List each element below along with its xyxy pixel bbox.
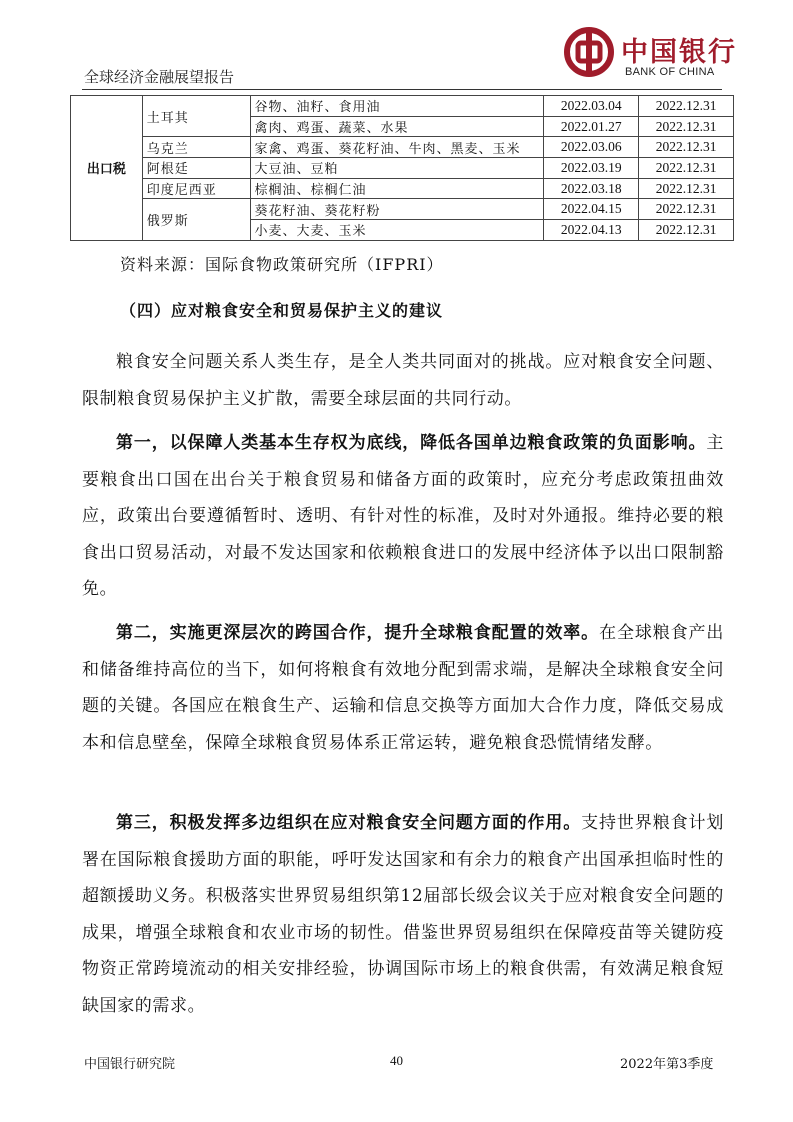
table-row (71, 96, 734, 117)
export-tax-table (70, 95, 734, 241)
paragraph-body: 主要粮食出口国在出台关于粮食贸易和储备方面的政策时，应充分考虑政策扭曲效应，政策出台要遵循暂时、透明、有针对性的标准，及时对外通报。维持必要的粮食出口贸易活动，对最不发达国家和依赖粮食进口的发展中经济体予以出口限制豁免。 (82, 433, 724, 599)
table-cell-end-date: 2022.12.31 (639, 158, 734, 179)
table-cell-goods: 谷物、油籽、食用油 (250, 96, 544, 117)
table-cell-country: 土耳其 (142, 96, 250, 137)
paragraph-first-recommendation (82, 425, 724, 608)
paragraph-intro: 粮食安全问题关系人类生存，是全人类共同面对的挑战。应对粮食安全问题、限制粮食贸易保护主义扩散，需要全球层面的共同行动。 (82, 352, 724, 409)
footer-publisher: 中国银行研究院 (84, 1057, 176, 1072)
page-number: 40 (390, 1053, 403, 1068)
table-row (71, 199, 734, 220)
table-cell-goods: 大豆油、豆粕 (250, 158, 544, 179)
paragraph-lead-bold: 第三，积极发挥多边组织在应对粮食安全问题方面的作用。 (116, 813, 582, 833)
table-cell-end-date: 2022.12.31 (639, 116, 734, 137)
table-row (71, 137, 734, 158)
table-cell-goods: 小麦、大麦、玉米 (250, 220, 544, 241)
paragraph-body: 在全球粮食产出和储备维持高位的当下，如何将粮食有效地分配到需求端，是解决全球粮食安全问题的关键。各国应在粮食生产、运输和信息交换等方面加大合作力度，降低交易成本和信息壁垒，保障全球粮食贸易体系正常运转，避免粮食恐慌情绪发酵。 (82, 623, 725, 753)
table-cell-end-date: 2022.12.31 (639, 178, 734, 199)
table-cell-end-date: 2022.12.31 (639, 96, 734, 117)
paragraph-lead-bold: 第二，实施更深层次的跨国合作，提升全球粮食配置的效率。 (116, 623, 600, 643)
table-cell-country: 阿根廷 (142, 158, 250, 179)
table-row (71, 178, 734, 199)
table-cell-goods: 禽肉、鸡蛋、蔬菜、水果 (250, 116, 544, 137)
table-cell-country: 印度尼西亚 (142, 178, 250, 199)
logo-chinese-name: 中国银行 (621, 37, 737, 68)
table-cell-end-date: 2022.12.31 (639, 199, 734, 220)
table-cell-start-date: 2022.03.18 (544, 178, 639, 199)
paragraph-lead-bold: 第一，以保障人类基本生存权为底线，降低各国单边粮食政策的负面影响。 (116, 433, 707, 453)
table-cell-start-date: 2022.04.15 (544, 199, 639, 220)
table-source-note: 资料来源：国际食物政策研究所（IFPRI） (120, 255, 444, 274)
footer-period: 2022年第3季度 (620, 1057, 714, 1072)
table-row (71, 158, 734, 179)
table-cell-type: 出口税 (71, 96, 143, 241)
table-cell-start-date: 2022.03.06 (544, 137, 639, 158)
table-cell-country: 俄罗斯 (142, 199, 250, 240)
table-cell-goods: 棕榈油、棕榈仁油 (250, 178, 544, 199)
table-cell-start-date: 2022.04.13 (544, 220, 639, 241)
table-cell-end-date: 2022.12.31 (639, 137, 734, 158)
paragraph-body: 支持世界粮食计划署在国际粮食援助方面的职能，呼吁发达国家和有余力的粮食产出国承担临时性的超额援助义务。积极落实世界贸易组织第12届部长级会议关于应对粮食安全问题的成果，增强全球粮食和农业市场的韧性。借鉴世界贸易组织在保障疫苗等关键防疫物资正常跨境流动的相关安排经验，协调国际市场上的粮食供需，有效满足粮食短缺国家的需求。 (82, 813, 724, 1016)
table-cell-start-date: 2022.03.04 (544, 96, 639, 117)
paragraph-second-recommendation (82, 615, 724, 761)
table-cell-goods: 葵花籽油、葵花籽粉 (250, 199, 544, 220)
bank-logo (563, 26, 737, 84)
table-cell-country: 乌克兰 (142, 137, 250, 158)
logo-english-name: BANK OF CHINA (625, 66, 715, 78)
header-divider (82, 89, 722, 90)
table-cell-goods: 家禽、鸡蛋、葵花籽油、牛肉、黑麦、玉米 (250, 137, 544, 158)
section-heading: （四）应对粮食安全和贸易保护主义的建议 (120, 301, 444, 320)
bank-of-china-logo-icon (563, 26, 615, 78)
table-cell-start-date: 2022.01.27 (544, 116, 639, 137)
table-cell-end-date: 2022.12.31 (639, 220, 734, 241)
report-title: 全球经济金融展望报告 (84, 68, 235, 86)
paragraph-third-recommendation (82, 805, 724, 1024)
table-cell-start-date: 2022.03.19 (544, 158, 639, 179)
